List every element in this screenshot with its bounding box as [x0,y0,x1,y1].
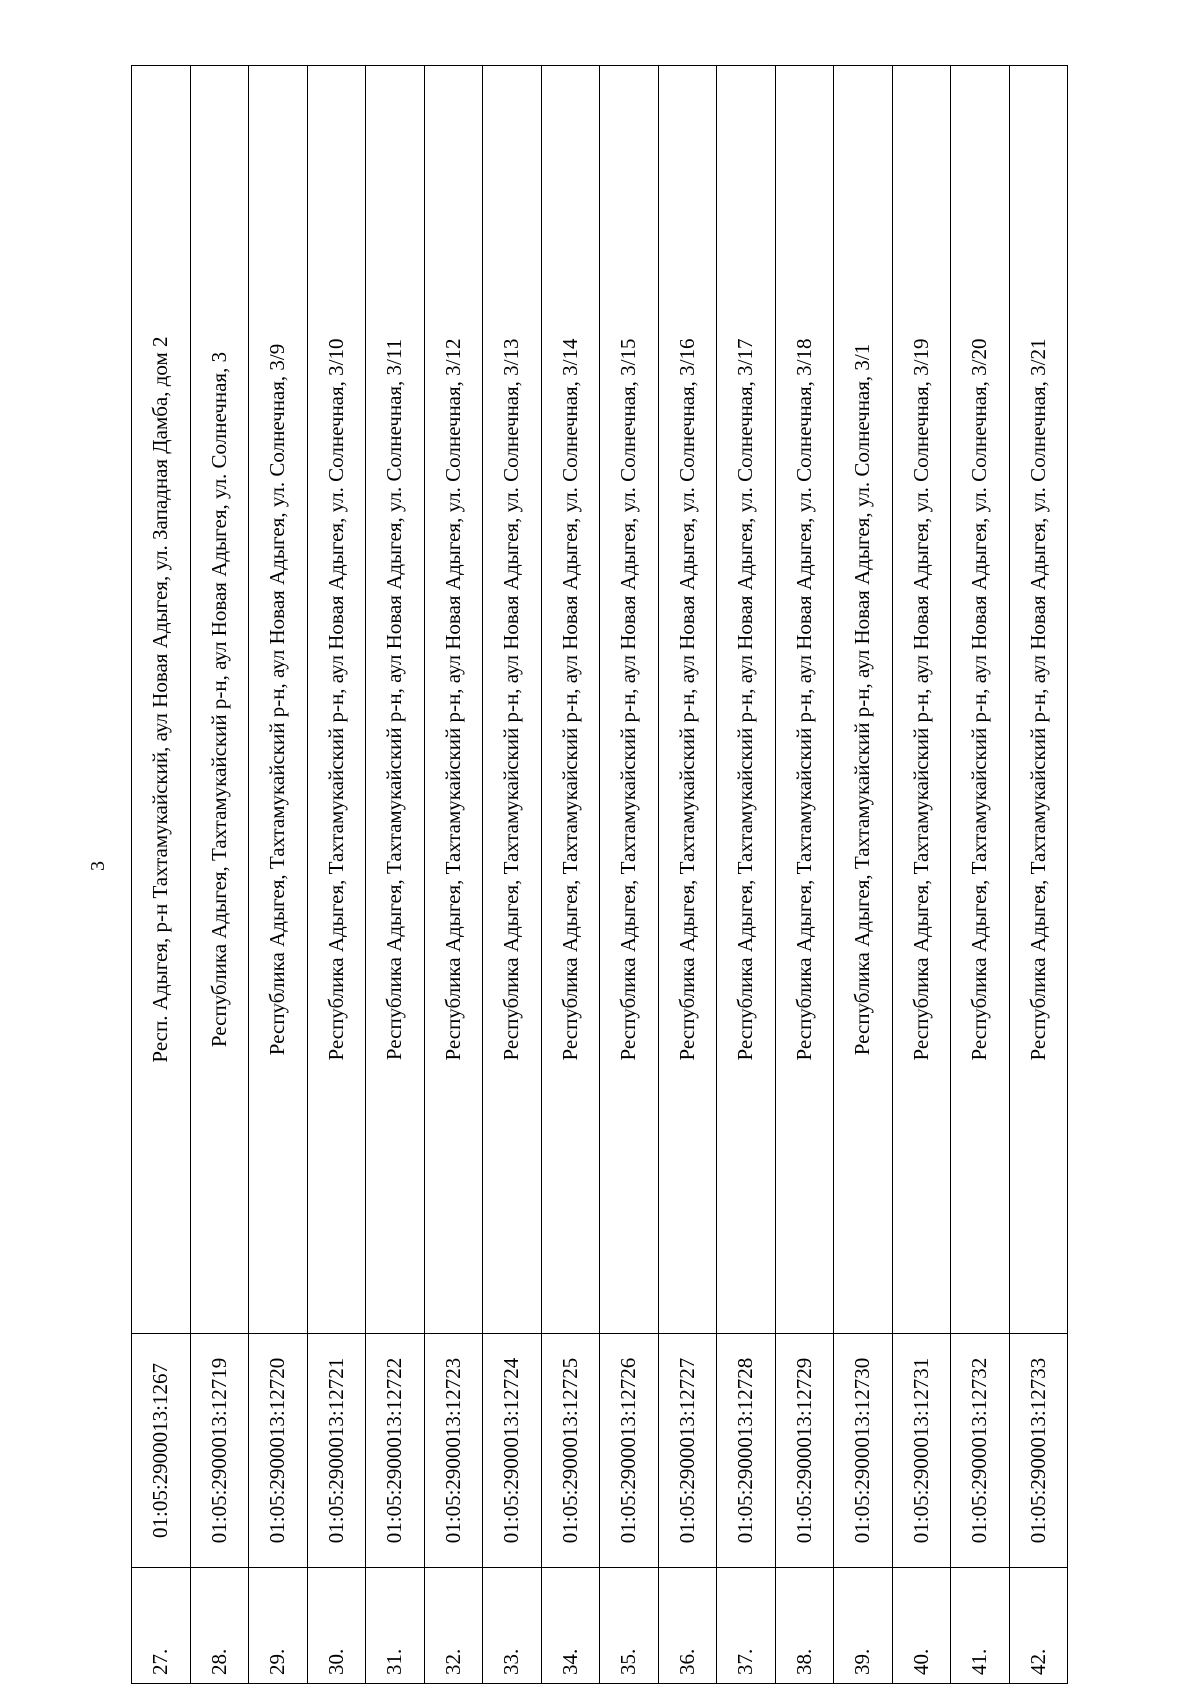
cadastral-number-cell: 01:05:2900013:12730 [834,1334,893,1568]
table-row [483,66,542,1684]
table-row [775,66,834,1684]
table-row [541,66,600,1684]
address-cell: Республика Адыгея, Тахтамукайский р-н, аул Новая Адыгея, ул. Солнечная, 3/21 [1009,66,1068,1334]
address-cell: Республика Адыгея, Тахтамукайский р-н, аул Новая Адыгея, ул. Солнечная, 3/18 [775,66,834,1334]
table-row [424,66,483,1684]
row-number-cell: 27. [132,1568,191,1684]
cadastral-number-cell: 01:05:2900013:12722 [366,1334,425,1568]
table-row [658,66,717,1684]
address-cell: Республика Адыгея, Тахтамукайский р-н, аул Новая Адыгея, ул. Солнечная, 3/11 [366,66,425,1334]
table-body [132,66,1068,1684]
cadastral-number-cell: 01:05:2900013:12729 [775,1334,834,1568]
cadastral-number-cell: 01:05:2900013:12725 [541,1334,600,1568]
row-number-cell: 33. [483,1568,542,1684]
rotated-table-frame [131,66,1068,1684]
row-number-cell: 36. [658,1568,717,1684]
cadastral-number-cell: 01:05:2900013:12721 [307,1334,366,1568]
cadastral-number-cell: 01:05:2900013:12724 [483,1334,542,1568]
address-cell: Республика Адыгея, Тахтамукайский р-н, аул Новая Адыгея, ул. Солнечная, 3/10 [307,66,366,1334]
cadastral-number-cell: 01:05:2900013:12727 [658,1334,717,1568]
table-container [131,66,1068,1684]
table-row [190,66,249,1684]
address-cell: Республика Адыгея, Тахтамукайский р-н, аул Новая Адыгея, ул. Солнечная, 3/15 [600,66,659,1334]
address-cell: Республика Адыгея, Тахтамукайский р-н, аул Новая Адыгея, ул. Солнечная, 3 [190,66,249,1334]
row-number-cell: 30. [307,1568,366,1684]
table-row [834,66,893,1684]
row-number-cell: 37. [717,1568,776,1684]
table-row [307,66,366,1684]
address-cell: Республика Адыгея, Тахтамукайский р-н, аул Новая Адыгея, ул. Солнечная, 3/9 [249,66,308,1334]
cadastral-number-cell: 01:05:2900013:12731 [892,1334,951,1568]
address-cell: Республика Адыгея, Тахтамукайский р-н, аул Новая Адыгея, ул. Солнечная, 3/14 [541,66,600,1334]
row-number-cell: 35. [600,1568,659,1684]
address-cell: Республика Адыгея, Тахтамукайский р-н, аул Новая Адыгея, ул. Солнечная, 3/20 [951,66,1010,1334]
address-cell: Республика Адыгея, Тахтамукайский р-н, аул Новая Адыгея, ул. Солнечная, 3/17 [717,66,776,1334]
row-number-cell: 34. [541,1568,600,1684]
cadastral-number-cell: 01:05:2900013:1267 [132,1334,191,1568]
table-row [717,66,776,1684]
row-number-cell: 41. [951,1568,1010,1684]
table-row [1009,66,1068,1684]
table-row [892,66,951,1684]
address-cell: Республика Адыгея, Тахтамукайский р-н, аул Новая Адыгея, ул. Солнечная, 3/12 [424,66,483,1334]
row-number-cell: 29. [249,1568,308,1684]
cadastral-number-cell: 01:05:2900013:12733 [1009,1334,1068,1568]
table-row [132,66,191,1684]
cadastral-number-cell: 01:05:2900013:12723 [424,1334,483,1568]
row-number-cell: 32. [424,1568,483,1684]
address-cell: Респ. Адыгея, р-н Тахтамукайский, аул Новая Адыгея, ул. Западная Дамба, дом 2 [132,66,191,1334]
cadastral-number-cell: 01:05:2900013:12726 [600,1334,659,1568]
row-number-cell: 40. [892,1568,951,1684]
table-row [249,66,308,1684]
address-cell: Республика Адыгея, Тахтамукайский р-н, аул Новая Адыгея, ул. Солнечная, 3/19 [892,66,951,1334]
table-row [600,66,659,1684]
address-cell: Республика Адыгея, Тахтамукайский р-н, аул Новая Адыгея, ул. Солнечная, 3/13 [483,66,542,1334]
cadastral-number-cell: 01:05:2900013:12732 [951,1334,1010,1568]
cadastral-table [131,65,1068,1684]
address-cell: Республика Адыгея, Тахтамукайский р-н, аул Новая Адыгея, ул. Солнечная, 3/16 [658,66,717,1334]
address-cell: Республика Адыгея, Тахтамукайский р-н, аул Новая Адыгея, ул. Солнечная, 3/1 [834,66,893,1334]
table-row [951,66,1010,1684]
row-number-cell: 39. [834,1568,893,1684]
row-number-cell: 42. [1009,1568,1068,1684]
cadastral-number-cell: 01:05:2900013:12728 [717,1334,776,1568]
cadastral-number-cell: 01:05:2900013:12720 [249,1334,308,1568]
row-number-cell: 38. [775,1568,834,1684]
row-number-cell: 28. [190,1568,249,1684]
page-number: 3 [86,861,109,871]
cadastral-number-cell: 01:05:2900013:12719 [190,1334,249,1568]
row-number-cell: 31. [366,1568,425,1684]
table-row [366,66,425,1684]
